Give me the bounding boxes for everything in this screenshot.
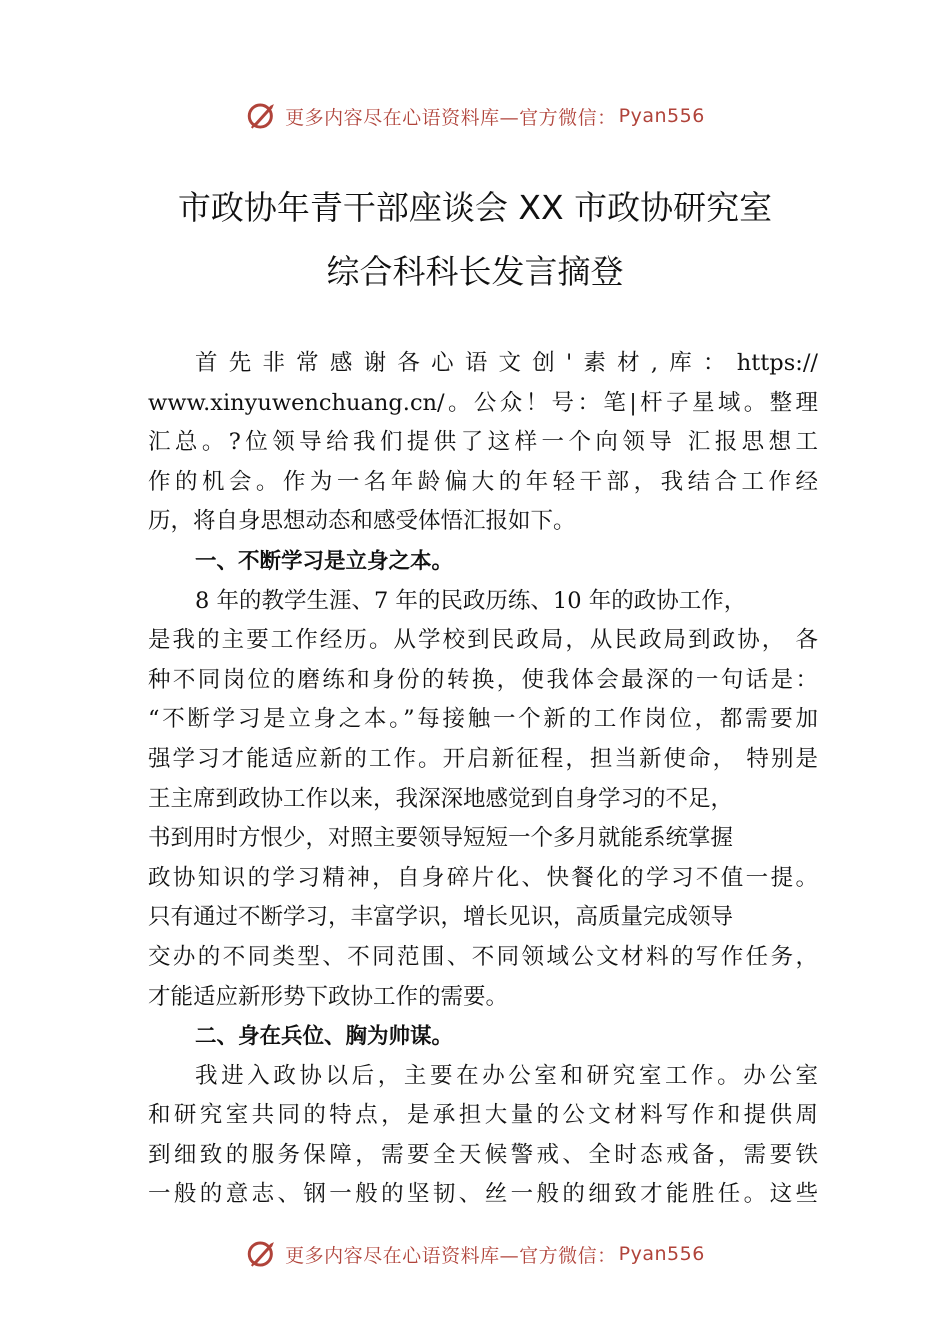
watermark-footer <box>0 1234 950 1274</box>
watermark-handle: Pyan556 <box>618 1243 705 1265</box>
paragraph-1-line: 作的机会。作为一名年龄偏大的年轻干部，我结合工作经 <box>148 468 818 495</box>
watermark-text: 更多内容尽在心语资料库—官方微信： <box>285 1244 617 1267</box>
watermark-handle: Pyan556 <box>618 105 705 127</box>
paragraph-2-line: 只有通过不断学习，丰富学识，增长见识，高质量完成领导 <box>148 904 734 931</box>
paragraph-2-line: 王主席到政协工作以来，我深深地感觉到自身学习的不足， <box>148 785 734 812</box>
section-heading-1: 一、不断学习是立身之本。 <box>195 548 454 574</box>
quill-logo-icon <box>245 1237 279 1271</box>
paragraph-2-line: 种不同岗位的磨练和身份的转换，使我体会最深的一句话是： <box>148 666 818 693</box>
title-line-2: 综合科科长发言摘登 <box>326 252 624 291</box>
quill-logo-icon <box>245 99 279 133</box>
paragraph-1-line: 汇总。?位领导给我们提供了这样一个向领导 汇报思想工 <box>148 429 818 456</box>
paragraph-2-line: 书到用时方恨少，对照主要领导短短一个多月就能系统掌握 <box>148 825 734 852</box>
document-body <box>148 344 818 1215</box>
paragraph-2-line: 政协知识的学习精神，自身碎片化、快餐化的学习不值一提。 <box>148 864 818 891</box>
document-title <box>0 176 950 304</box>
paragraph-2-line: “不断学习是立身之本。”每接触一个新的工作岗位，都需要加 <box>148 706 818 733</box>
paragraph-2-line: 8 年的教学生涯、7 年的民政历练、10 年的政协工作， <box>195 587 747 614</box>
paragraph-3-line: 我进入政协以后，主要在办公室和研究室工作。办公室 <box>195 1062 818 1089</box>
paragraph-2-line: 交办的不同类型、不同范围、不同领域公文材料的写作任务， <box>148 943 818 970</box>
section-heading-2: 二、身在兵位、胸为帅谋。 <box>195 1024 454 1050</box>
paragraph-3-line: 到细致的服务保障，需要全天候警戒、全时态戒备，需要铁 <box>148 1141 818 1168</box>
paragraph-1-line: 首先非常感谢各心语文创'素材,库：https:// <box>195 350 818 376</box>
paragraph-1-line: www.xinyuwenchuang.cn/。公众！号：笔|杆子星域。整理 <box>148 389 818 416</box>
watermark-text: 更多内容尽在心语资料库—官方微信： <box>285 106 617 129</box>
paragraph-2-line: 才能适应新形势下政协工作的需要。 <box>148 983 509 1010</box>
paragraph-3-line: 一般的意志、钢一般的坚韧、丝一般的细致才能胜任。这些 <box>148 1181 818 1208</box>
paragraph-3-line: 和研究室共同的特点，是承担大量的公文材料写作和提供周 <box>148 1102 818 1129</box>
paragraph-2-line: 强学习才能适应新的工作。开启新征程，担当新使命， 特别是 <box>148 745 818 772</box>
paragraph-2-line: 是我的主要工作经历。从学校到民政局，从民政局到政协， 各 <box>148 627 818 654</box>
watermark-header <box>0 96 950 136</box>
paragraph-1-line: 历，将自身思想动态和感受体悟汇报如下。 <box>148 508 576 535</box>
title-line-1: 市政协年青干部座谈会 XX 市政协研究室 <box>177 188 773 227</box>
